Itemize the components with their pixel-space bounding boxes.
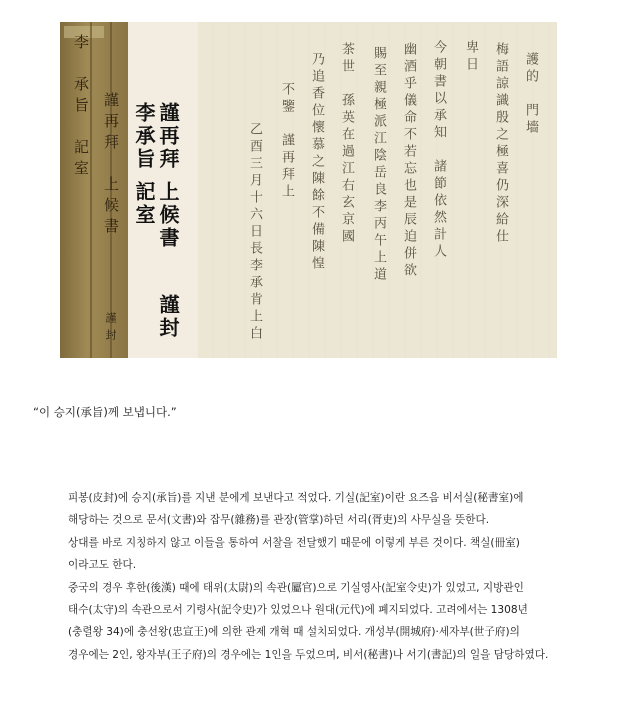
envelope-line: 李 承旨 記室 <box>72 34 90 181</box>
letter-column: 乃追香位懷慕之陳餘不備陳惶 <box>309 52 324 273</box>
label-greeting: 謹再拜 上候書 <box>156 102 180 250</box>
photo-caption: “이 승지(承旨)께 보냅니다.” <box>33 405 177 419</box>
paragraph-line: 상대를 바로 지칭하지 않고 이들을 통하여 서찰을 전달했기 때문에 이렇게 부른 것이다. 책실(冊室) <box>68 536 520 549</box>
envelope-line: 謹封 <box>104 312 117 346</box>
paragraph-line: 피봉(皮封)에 승지(承旨)를 지낸 분에게 보낸다고 적었다. 기실(記室)이란 요즈음 비서실(秘書室)에 <box>68 492 524 504</box>
envelope-cover <box>60 22 128 358</box>
letter-photo <box>60 22 557 358</box>
envelope-line: 謹再拜 上候書 <box>102 92 120 239</box>
letter-column: 護的 門墻 <box>523 52 538 137</box>
transcription-label <box>128 22 198 358</box>
letter-column: 不鑒 謹再拜上 <box>279 82 294 201</box>
letter-column: 茶世 孫英在過江右玄京國 <box>339 42 354 246</box>
letter-column: 今朝書以承知 諸節依然計人 <box>431 40 446 261</box>
letter-column: 卑日 <box>463 40 478 74</box>
description <box>68 487 613 666</box>
label-seal: 謹封 <box>156 294 180 340</box>
letter-column: 賜至親極派江陰岳良李丙午上道 <box>371 46 386 284</box>
letter-column: 幽酒乎儀命不若忘也是辰迫併欲 <box>401 42 416 280</box>
letter-column: 梅語諒識殷之極喜仍深給仕 <box>493 42 508 246</box>
paragraph-line: 태수(太守)의 속관으로서 기령사(記令史)가 있었으나 원대(元代)에 폐지되었다. 고려에서는 1308년 <box>68 604 528 617</box>
paragraph-line: 이라고도 한다. <box>68 559 137 572</box>
paragraph-line: (충렬왕 34)에 충선왕(忠宣王)에 의한 관제 개혁 때 설치되었다. 개성부(開城府)·세자부(世子府)의 <box>68 626 520 639</box>
paragraph-line: 해당하는 것으로 문서(文書)와 잡무(雜務)를 관장(管掌)하던 서리(胥吏)의 사무실을 뜻한다. <box>68 514 490 527</box>
letter-column: 乙酉三月十六日長李承肯上白 <box>247 122 262 343</box>
letter-body <box>198 22 557 358</box>
paragraph-line: 중국의 경우 후한(後漢) 때에 태위(太尉)의 속관(屬官)으로 기실영사(記室令史)가 있었고, 지방관인 <box>68 581 524 594</box>
paragraph-line: 경우에는 2인, 왕자부(王子府)의 경우에는 1인을 두었으며, 비서(秘書)나 서기(書記)의 일을 담당하였다. <box>68 648 549 661</box>
label-recipient: 李承旨 記室 <box>132 102 156 227</box>
